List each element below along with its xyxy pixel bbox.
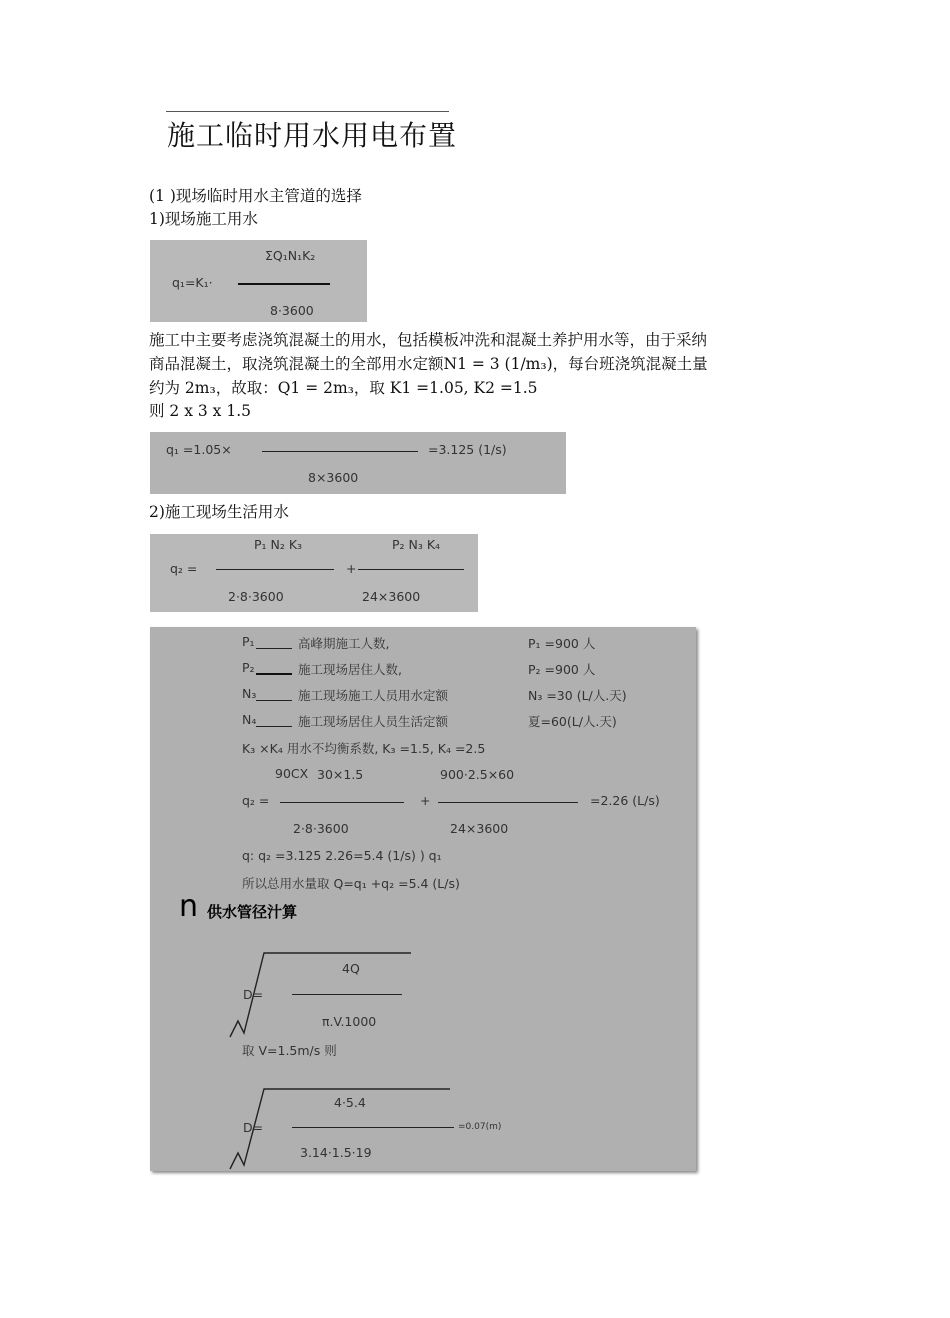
subsection-heading-1: 1)现场施工用水: [149, 210, 258, 228]
formula3-lhs: q₂ =: [170, 561, 198, 576]
d1-denominator: π.V.1000: [322, 1014, 377, 1029]
coefficient-line: K₃ ×K₄ 用水不均衡系数, K₃ =1.5, K₄ =2.5: [242, 741, 486, 756]
formula2-denominator: 8×3600: [308, 470, 359, 485]
section-heading-1: (1 )现场临时用水主管道的选择: [149, 187, 362, 205]
q2-result: =2.26 (L/s): [590, 793, 660, 808]
formula3-denominator-1: 2·8·3600: [228, 589, 284, 604]
formula3-plus: +: [346, 561, 357, 576]
d1-numerator: 4Q: [342, 961, 360, 976]
formula-image-3: [150, 534, 478, 612]
sum-line: q: q₂ =3.125 2.26=5.4 (1/s) ) q₁: [242, 848, 442, 863]
formula3-fraction-bar-2: [358, 569, 464, 570]
formula3-fraction-bar-1: [216, 569, 334, 570]
formula1-lhs: q₁=K₁·: [172, 275, 213, 290]
section-marker: n: [179, 889, 199, 924]
paragraph-line-4: 则 2 x 3 x 1.5: [149, 402, 251, 420]
total-line: 所以总用水量取 Q=q₁ +q₂ =5.4 (L/s): [242, 876, 460, 891]
pipe-diameter-heading: 供水管径汁算: [207, 903, 298, 921]
formula3-numerator-1: P₁ N₂ K₃: [254, 537, 303, 552]
d1-lhs: D=: [243, 987, 264, 1002]
row4-symbol: N₄: [242, 712, 257, 727]
formula1-denominator: 8·3600: [270, 303, 314, 318]
formula2-result: =3.125 (1/s): [428, 442, 507, 457]
paragraph-line-2: 商品混凝土，取浇筑混凝土的全部用水定额N1 = 3 (1/m₃)，每台班浇筑混凝土量: [149, 355, 708, 373]
q2-numerator-2: 900·2.5×60: [440, 767, 515, 782]
formula1-fraction-bar: [238, 283, 330, 285]
page-title: 施工临时用水用电布置: [167, 119, 458, 152]
row4-value: 夏=60(L/人.天): [528, 714, 617, 729]
q2-fraction-bar-2: [438, 802, 578, 803]
formula2-fraction-bar: [262, 451, 418, 452]
formula-image-2: [150, 432, 566, 494]
q2-denominator-1: 2·8·3600: [293, 821, 349, 836]
q2-lhs: q₂ =: [242, 793, 270, 808]
formula2-lhs: q₁ =1.05×: [166, 442, 232, 457]
q2-fraction-bar-1: [280, 802, 404, 803]
title-rule: [166, 111, 449, 112]
q2-numerator-prefix: 90CX: [275, 766, 309, 781]
q2-plus: +: [420, 793, 431, 808]
row2-description: 施工现场居住人数,: [298, 662, 402, 677]
d2-fraction-bar: [292, 1127, 454, 1128]
d2-lhs: D=: [243, 1120, 264, 1135]
row2-symbol: P₂: [242, 660, 255, 675]
row1-symbol: P₁: [242, 634, 255, 649]
calculation-image: [150, 627, 696, 1171]
row3-value: N₃ =30 (L/人.天): [528, 688, 627, 703]
row3-symbol: N₃: [242, 686, 257, 701]
row1-value: P₁ =900 人: [528, 636, 596, 651]
row3-description: 施工现场施工人员用水定额: [298, 688, 449, 703]
row1-dash: [256, 648, 292, 649]
formula-image-1: [150, 240, 367, 322]
q2-denominator-2: 24×3600: [450, 821, 509, 836]
formula3-numerator-2: P₂ N₃ K₄: [392, 537, 441, 552]
subsection-heading-2: 2)施工现场生活用水: [149, 503, 289, 521]
row2-value: P₂ =900 人: [528, 662, 596, 677]
d2-denominator: 3.14·1.5·19: [300, 1145, 372, 1160]
row4-description: 施工现场居住人员生活定额: [298, 714, 449, 729]
row3-dash: [256, 700, 292, 701]
d2-numerator: 4·5.4: [334, 1095, 366, 1110]
q2-numerator-1: 30×1.5: [317, 767, 364, 782]
paragraph-line-1: 施工中主要考虑浇筑混凝土的用水，包括模板冲洗和混凝土养护用水等，由于采纳: [149, 331, 708, 349]
d1-fraction-bar: [292, 994, 402, 995]
row1-description: 高峰期施工人数,: [298, 636, 390, 651]
formula3-denominator-2: 24×3600: [362, 589, 421, 604]
row4-dash: [256, 726, 292, 727]
d2-result: =0.07(m): [458, 1122, 502, 1132]
paragraph-line-3: 约为 2m₃，故取：Q1 = 2m₃，取 K1 =1.05, K2 =1.5: [149, 379, 538, 397]
formula1-numerator: ΣQ₁N₁K₂: [265, 248, 316, 263]
row2-dash: [256, 673, 292, 675]
velocity-line: 取 V=1.5m/s 则: [242, 1043, 337, 1058]
